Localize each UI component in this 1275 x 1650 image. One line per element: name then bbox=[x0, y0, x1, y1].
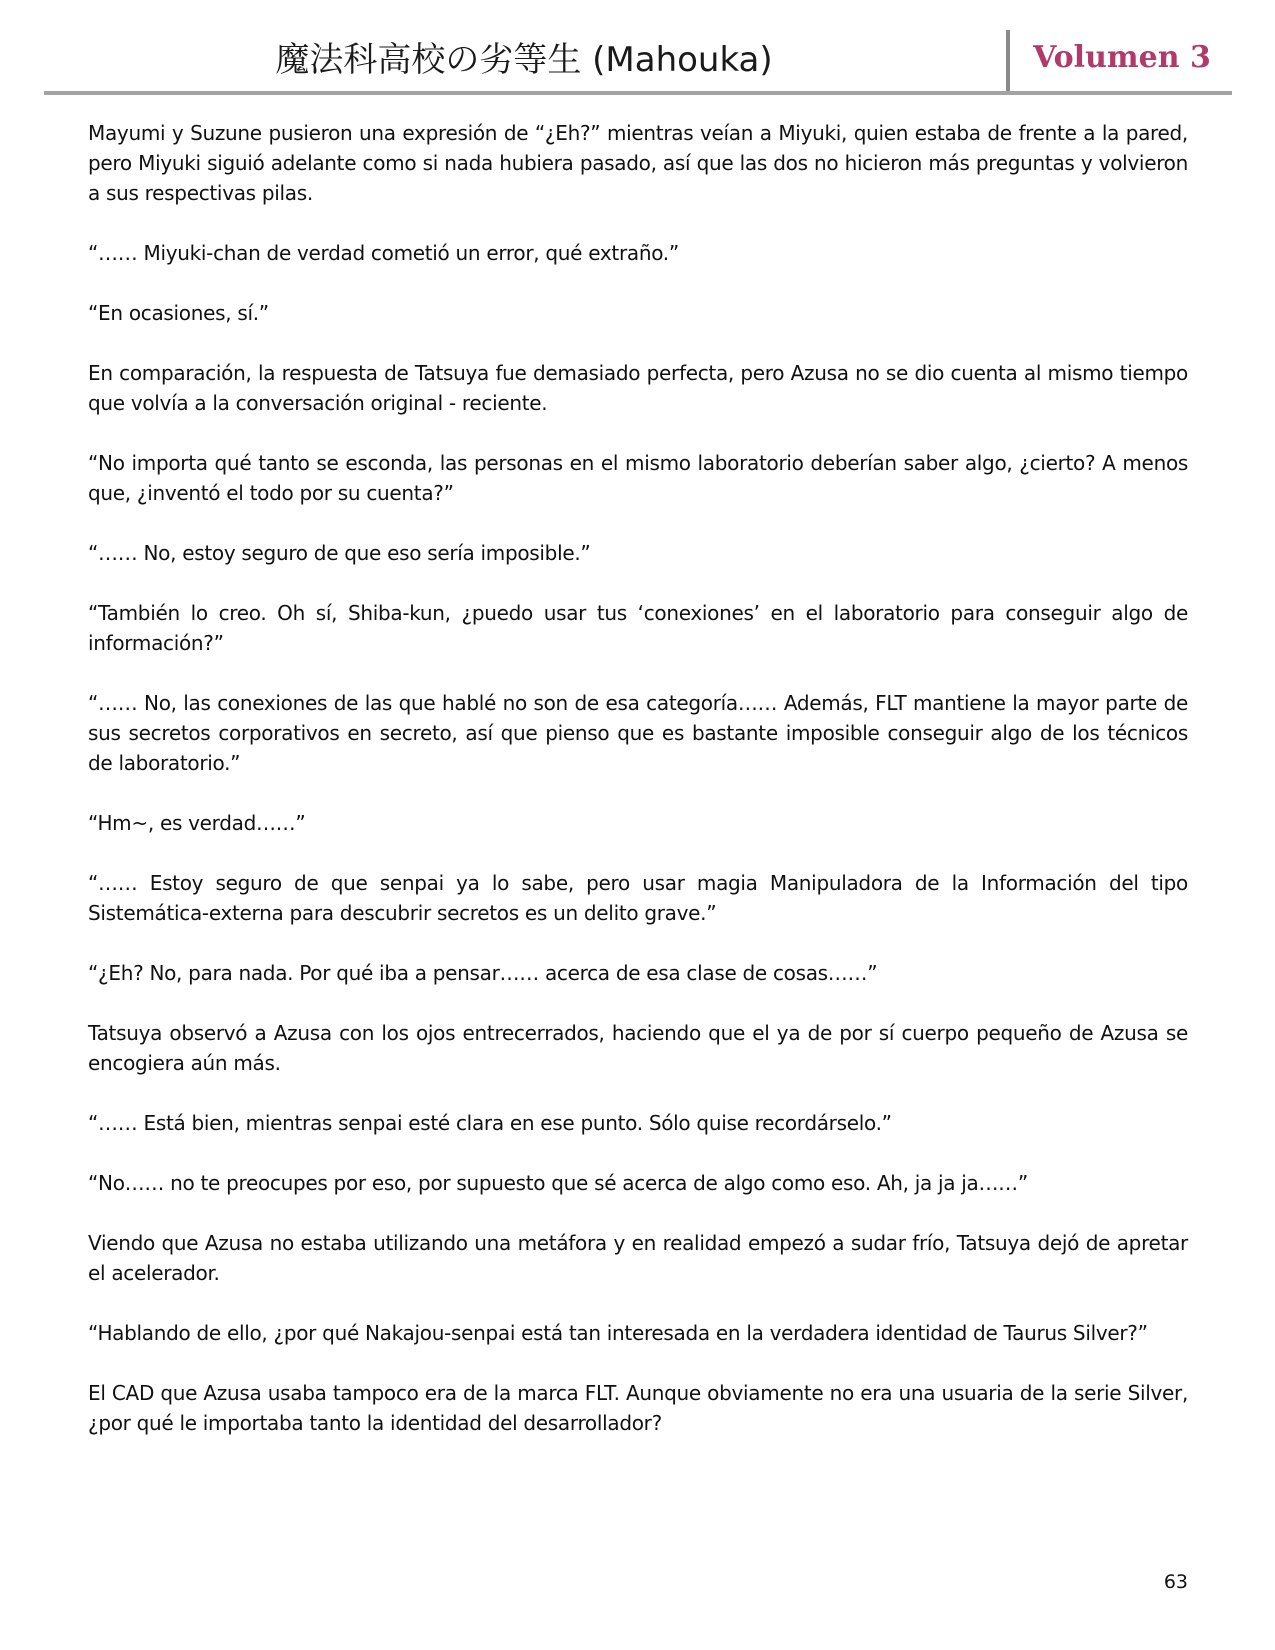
paragraph: “No importa qué tanto se esconda, las personas en el mismo laboratorio deberían saber algo, ¿cierto? A menos que, ¿inventó el todo por su cuenta?” bbox=[88, 451, 1188, 505]
paragraph: “…… No, estoy seguro de que eso sería imposible.” bbox=[88, 541, 591, 565]
paragraph: “Hablando de ello, ¿por qué Nakajou-senpai está tan interesada en la verdadera identidad de Taurus Silver?” bbox=[88, 1321, 1148, 1345]
paragraph: En comparación, la respuesta de Tatsuya fue demasiado perfecta, pero Azusa no se dio cuenta al mismo tiempo que volvía a la conversación original - reciente. bbox=[88, 361, 1188, 415]
paragraph: Mayumi y Suzune pusieron una expresión de “¿Eh?” mientras veían a Miyuki, quien estaba de frente a la pared, pero Miyuki siguió adelante como si nada hubiera pasado, así que las dos no hicieron más preguntas y volvieron a sus respectivas pilas. bbox=[88, 121, 1188, 205]
paragraph: Tatsuya observó a Azusa con los ojos entrecerrados, haciendo que el ya de por sí cuerpo pequeño de Azusa se encogiera aún más. bbox=[88, 1021, 1188, 1075]
page-number: 63 bbox=[1163, 1571, 1188, 1593]
paragraph: “…… Estoy seguro de que senpai ya lo sabe, pero usar magia Manipuladora de la Información del tipo Sistemática-externa para descubrir secretos es un delito grave.” bbox=[88, 871, 1188, 925]
page-header bbox=[44, 28, 1232, 94]
paragraph: “…… Miyuki-chan de verdad cometió un error, qué extraño.” bbox=[88, 241, 679, 265]
book-title: 魔法科高校の劣等生 (Mahouka) bbox=[275, 40, 773, 80]
paragraph: “…… No, las conexiones de las que hablé no son de esa categoría…… Además, FLT mantiene la mayor parte de sus secretos corporativos en secreto, así que pienso que es bastante imposible conseguir algo de los técnicos de laboratorio.” bbox=[88, 691, 1188, 775]
header-rule bbox=[44, 91, 1232, 95]
paragraph: “También lo creo. Oh sí, Shiba-kun, ¿puedo usar tus ‘conexiones’ en el laboratorio para conseguir algo de información?” bbox=[88, 601, 1188, 655]
paragraph: “En ocasiones, sí.” bbox=[88, 301, 269, 325]
paragraph: Viendo que Azusa no estaba utilizando una metáfora y en realidad empezó a sudar frío, Tatsuya dejó de apretar el acelerador. bbox=[88, 1231, 1188, 1285]
page-body bbox=[88, 118, 1188, 1468]
header-divider bbox=[1006, 30, 1010, 92]
paragraph: “…… Está bien, mientras senpai esté clara en ese punto. Sólo quise recordárselo.” bbox=[88, 1111, 892, 1135]
paragraph: “¿Eh? No, para nada. Por qué iba a pensar…… acerca de esa clase de cosas……” bbox=[88, 961, 878, 985]
paragraph: “Hm~, es verdad……” bbox=[88, 811, 306, 835]
paragraph: El CAD que Azusa usaba tampoco era de la marca FLT. Aunque obviamente no era una usuaria de la serie Silver, ¿por qué le importaba tanto la identidad del desarrollador? bbox=[88, 1381, 1188, 1435]
paragraph: “No…… no te preocupes por eso, por supuesto que sé acerca de algo como eso. Ah, ja ja ja……” bbox=[88, 1171, 1028, 1195]
volume-label: Volumen 3 bbox=[1033, 40, 1211, 75]
